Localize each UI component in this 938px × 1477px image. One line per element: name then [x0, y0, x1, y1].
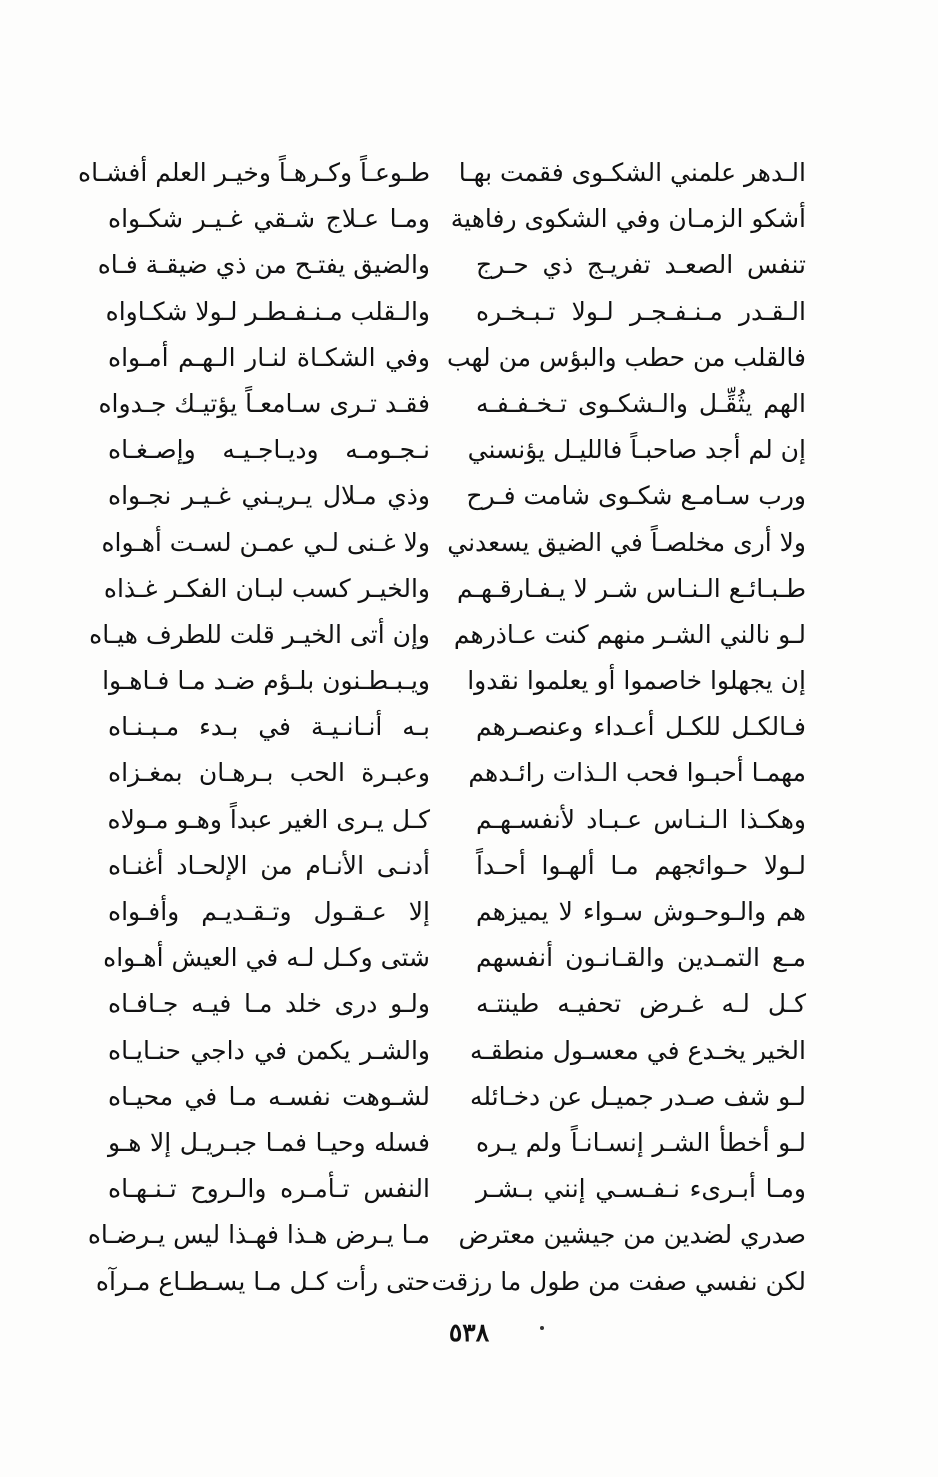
verse-line: لـو شف صـدر جميـل عن دخـائله: [470, 1081, 806, 1111]
verse-line: وإن أتى الخيـر قلت للطرف هيـاه: [89, 619, 430, 649]
verse-line: بـه أنـانـيـة في بـدء مـبـنـاه: [108, 712, 430, 742]
verse-line: ومـا عـلاج شـقي غـيـر شكـواه: [108, 204, 430, 234]
verse-line: الهم يثُقِّـل والـشكـوى تـخـفـفـه: [476, 388, 806, 418]
verse-line: وذي مـلال يـريـني غـيـر نجـواه: [108, 481, 430, 511]
verse-line: والضيق يفتـح من ذي ضيقـة فـاه: [97, 250, 430, 280]
verse-line: الـقـدر مـنـفـجـر لـولا تـبـخـره: [476, 296, 806, 326]
verse-line: طـوعـاً وكـرهـاً وخيـر العلم أفشـاه: [78, 158, 430, 187]
verse-line: والـقلب مـنـفـطـر لـولا شكـاواه: [105, 296, 430, 326]
verse-line: لشـوهت نفسـه مـا في محيـاه: [108, 1081, 430, 1111]
verse-line: وهكـذا الـنـاس عـبـاد لأنفسـهـم: [476, 804, 806, 834]
verse-line: هم والـوحـوش سـواء لا يميزهم: [476, 897, 806, 926]
verse-line: حتى رأت كـل مـا يسـطـاع مـرآه: [95, 1266, 430, 1296]
verse-line: فـالكـل للكـل أعـداء وعنصـرهم: [476, 712, 806, 742]
verse-line: كـل لـه غـرض تحفيـه طينتـه: [476, 989, 806, 1019]
verse-line: ويـبـطـنون بلـؤم ضـد مـا فـاهـوا: [102, 666, 430, 696]
verse-line: فالقلب من حطب والبؤس من لهب: [446, 342, 806, 372]
page-number: ٥٣٨: [448, 1318, 490, 1347]
verse-line: ولا أرى مخلصـاً في الضيق يسعدني: [447, 527, 806, 557]
verse-line: والخيـر كسب لبـان الفكـر غـذاه: [103, 573, 430, 603]
verse-line: نـجـومـه وديـاجـيـه وإصـغـاه: [108, 435, 430, 465]
verse-line: لـولا حـوائجهم مـا ألهـوا أحـداً: [476, 850, 806, 880]
verse-line: لـو نالني الشـر منهم كنت عـاذرهم: [453, 619, 806, 649]
verse-line: إن لم أجد صاحبـاً فالليـل يؤنسني: [467, 435, 806, 465]
verse-line: تنفس الصعـد تفريـج ذي حـرج: [476, 250, 806, 280]
verse-line: كـل يـرى الغير عبداً وهـو مـولاه: [107, 804, 430, 834]
verse-line: طـبـائـع الـنـاس شـر لا يـفـارقـهـم: [457, 573, 806, 603]
verse-line: أدنـى الأنـام من الإلحـاد أغنـاه: [108, 850, 430, 880]
verse-line: لكن نفسي صفت من طول ما رزقت: [431, 1266, 806, 1296]
verse-line: إلا عـقـول وتـقـديـم وأفـواه: [108, 897, 430, 926]
verse-line: إن يجهلوا خاصموا أو يعلموا نقدوا: [467, 666, 806, 696]
verse-line: النفس تـأمـره والـروح تـنـهـاه: [108, 1174, 430, 1204]
poem-column-left: [78, 150, 430, 1305]
verse-line: وعبـرة الحب بـرهـان بمغـزاه: [108, 758, 430, 788]
verse-line: ولا غـنى لـي عمـن لسـت أهـواه: [101, 527, 430, 557]
verse-line: الخير يخـدع في معسـول منطقـه: [469, 1035, 806, 1065]
verse-line: لـو أخطأ الشـر إنسـانـاً ولم يـره: [476, 1127, 806, 1157]
verse-line: ومـا أبـرىء نـفـسـي إنني بـشـر: [476, 1174, 806, 1204]
verse-line: والشـر يكمن في داجي حنـايـاه: [108, 1035, 430, 1065]
verse-line: فقـد تـرى سـامعـاً يؤتيـك جـدواه: [98, 388, 430, 418]
verse-line: أشكو الزمـان وفي الشكوى رفاهية: [450, 204, 806, 234]
verse-line: صدري لضدين من جيشين معترض: [458, 1220, 806, 1250]
verse-line: مهمـا أحبـوا فحب الـذات رائـدهم: [468, 758, 806, 788]
verse-line: ورب سـامـع شكـوى شامت فـرح: [466, 481, 806, 511]
verse-line: مـع التمـدين والقـانـون أنفسهم: [476, 943, 806, 973]
verse-line: مـا يـرض هـذا فهـذا ليس يـرضـاه: [87, 1220, 430, 1250]
verse-line: شتى وكـل لـه في العيش أهـواه: [103, 943, 430, 973]
verse-line: الـدهر علمني الشكـوى فقمت بهـا: [458, 158, 806, 187]
verse-line: وفي الشكـاة لنـار الـهـم أمـواه: [108, 342, 430, 372]
verse-line: فسله وحيـا فمـا جبـريـل إلا هـو: [108, 1127, 430, 1157]
poem-column-right: [431, 150, 806, 1305]
verse-line: ولـو درى خلد مـا فيـه جـافـاه: [108, 989, 430, 1019]
